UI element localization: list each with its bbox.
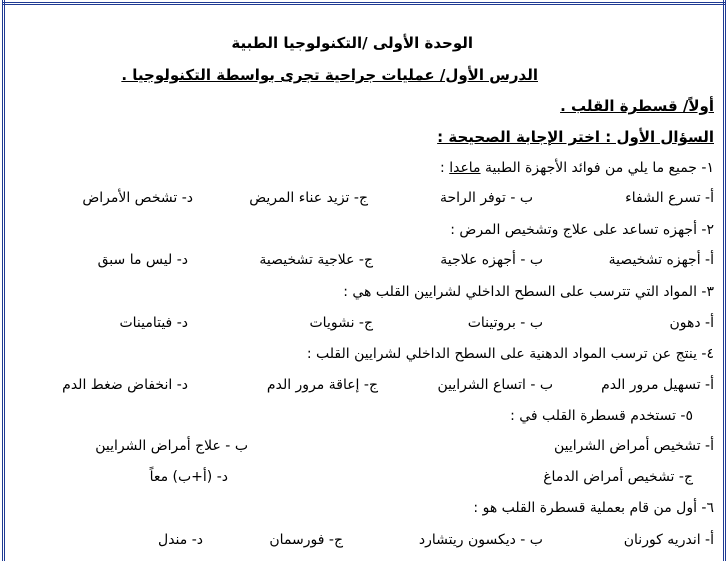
question-heading: السؤال الأول : اختر الإجابة الصحيحة : [437,128,714,146]
q6-option-b: ب - ديكسون ريتشارد [418,532,543,548]
question-1-except: ماعدا [449,160,481,176]
q1-option-b: ب - توفر الراحة [439,190,533,206]
question-1 [440,160,714,176]
q1-option-c: ج- تزيد عناء المريض [249,190,368,206]
q2-option-a: أ- أجهزه تشخيصية [608,252,714,268]
q6-option-a: أ- اندريه كورنان [623,532,714,548]
question-3: ٣- المواد التي تترسب على السطح الداخلي لشرايين القلب هي : [343,284,714,300]
q6-option-d: د- مندل [158,532,203,548]
question-5: ٥- تستخدم قسطرة القلب في : [510,408,693,424]
q1-option-d: د- تشخص الأمراض [82,190,193,206]
q2-option-b: ب - أجهزه علاجية [440,252,543,268]
section-title: أولاً/ قسطرة القلب . [560,97,714,115]
q6-option-c: ج- فورسمان [269,532,343,548]
lesson-title: الدرس الأول/ عمليات جراحية تجرى بواسطة التكنولوجيا . [121,66,538,84]
question-6: ٦- أول من قام بعملية قسطرة القلب هو : [473,500,714,516]
q3-option-c: ج- نشويات [309,315,373,331]
q4-option-c: ج- إعاقة مرور الدم [266,377,378,393]
q5-option-b: ب - علاج أمراض الشرايين [95,438,248,454]
q5-option-d: د- (أ+ب) معاً [149,469,228,485]
page-border-right [723,0,726,561]
q4-option-d: د- انخفاض ضغط الدم [62,377,188,393]
q4-option-b: ب - اتساع الشرايين [437,377,553,393]
q4-option-a: أ- تسهيل مرور الدم [601,377,714,393]
q3-option-b: ب - بروتينات [467,315,543,331]
question-1-colon: : [440,160,450,176]
question-1-text: ١- جميع ما يلي من فوائد الأجهزة الطبية [480,160,714,176]
q1-option-a: أ- تسرع الشفاء [625,190,714,206]
q3-option-d: د- فيتامينات [119,315,188,331]
question-4: ٤- ينتج عن ترسب المواد الدهنية على السطح الداخلي لشرايين القلب : [306,346,714,362]
unit-title: الوحدة الأولى /التكنولوجيا الطبية [231,34,473,52]
q5-option-c: ج- تشخيص أمراض الدماغ [543,469,693,485]
q2-option-c: ج- علاجية تشخيصية [259,252,373,268]
page-border-left [2,0,5,561]
q2-option-d: د- ليس ما سبق [97,252,188,268]
question-2: ٢- أجهزه تساعد على علاج وتشخيص المرض : [450,222,714,238]
q5-option-a: أ- تشخيص أمراض الشرايين [553,438,714,454]
page-border-top [2,2,726,5]
q3-option-a: أ- دهون [669,315,714,331]
